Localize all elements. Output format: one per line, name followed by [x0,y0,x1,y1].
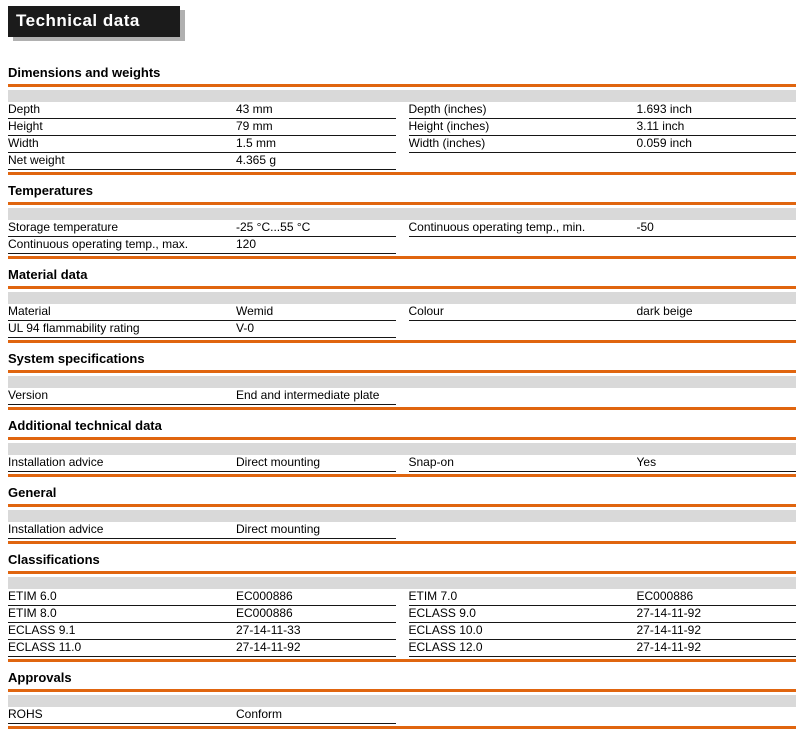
spec-value: 3.11 inch [636,120,685,133]
section-rule-top [8,689,796,692]
spec-value: End and intermediate plate [236,389,380,402]
spec-label: ETIM 6.0 [8,590,57,603]
table-row-half-left [8,707,396,724]
table-row-half-right [409,455,797,472]
spec-value: -25 °C...55 °C [236,221,311,234]
spec-value: 27-14-11-92 [236,641,301,654]
spec-value: 1.693 inch [636,103,692,116]
table-row-half-right [409,102,797,119]
section [8,65,796,175]
section-title: Material data [8,267,88,282]
section-rule-bottom [8,726,796,729]
spec-value: EC000886 [636,590,694,603]
spec-label: Height (inches) [408,120,490,133]
table-row-half-right [409,589,797,606]
table-row [8,136,796,153]
section-title: General [8,485,57,500]
section-rule-bottom [8,659,796,662]
table-row [8,522,796,539]
spec-value: 27-14-11-92 [636,624,701,637]
table-row-half-left [8,102,396,119]
section [8,418,796,477]
spec-value: V-0 [236,322,255,335]
spec-value: EC000886 [236,607,293,620]
section-rule-top [8,202,796,205]
section-rule-bottom [8,340,796,343]
table-row-half-left [8,522,396,539]
spec-label: Material [8,305,51,318]
section-rule-bottom [8,256,796,259]
spec-value: 120 [236,238,257,251]
spec-label: Net weight [8,154,65,167]
spec-label: Width (inches) [408,137,486,150]
table-row-half-left [8,220,396,237]
spec-label: ECLASS 11.0 [8,641,82,654]
table-header-band [8,510,796,522]
table-row-half-right [409,388,797,405]
spec-label: Depth [8,103,41,116]
table-row [8,388,796,405]
table-row-half-left [8,640,396,657]
spec-label: Continuous operating temp., min. [408,221,586,234]
spec-label: ECLASS 9.1 [8,624,76,637]
table-header-band [8,376,796,388]
spec-value: Direct mounting [236,456,321,469]
spec-label: ETIM 8.0 [8,607,57,620]
table-row-half-right [409,321,797,338]
section-rule-top [8,84,796,87]
spec-value: -50 [636,221,654,234]
table-row [8,589,796,606]
page-title: Technical data [8,6,180,37]
spec-label: UL 94 flammability rating [8,322,140,335]
table-row [8,707,796,724]
spec-label: Storage temperature [8,221,119,234]
table-row-half-left [8,237,396,254]
spec-label: Installation advice [8,523,104,536]
spec-value: 27-14-11-92 [636,641,701,654]
section [8,485,796,544]
table-header-band [8,577,796,589]
table-row-half-right [409,707,797,724]
table-row-half-left [8,304,396,321]
table-row-half-right [409,606,797,623]
spec-value: 43 mm [236,103,273,116]
table-row-half-right [409,136,797,153]
table-row [8,153,796,170]
table-row-half-left [8,321,396,338]
spec-value: dark beige [636,305,693,318]
table-row-half-left [8,455,396,472]
spec-value: 4.365 g [236,154,277,167]
spec-label: ECLASS 9.0 [408,607,476,620]
section-rule-bottom [8,407,796,410]
spec-label: ETIM 7.0 [408,590,458,603]
section-title: System specifications [8,351,145,366]
spec-label: Snap-on [408,456,454,469]
section [8,670,796,729]
table-row-half-right [409,522,797,539]
table-row [8,304,796,321]
spec-label: Continuous operating temp., max. [8,238,189,251]
section-rule-top [8,571,796,574]
section-rule-top [8,286,796,289]
table-row-half-left [8,136,396,153]
table-row-half-right [409,220,797,237]
table-row-half-right [409,153,797,170]
table-header-band [8,443,796,455]
spec-value: Wemid [236,305,274,318]
table-row [8,237,796,254]
spec-value: 0.059 inch [636,137,692,150]
table-row-half-left [8,119,396,136]
spec-label: Height [8,120,43,133]
spec-label: ECLASS 12.0 [408,641,483,654]
section-title: Additional technical data [8,418,162,433]
table-row [8,623,796,640]
spec-label: Installation advice [8,456,104,469]
table-row-half-right [409,237,797,254]
section [8,183,796,259]
spec-value: Conform [236,708,283,721]
table-row-half-right [409,119,797,136]
spec-label: Depth (inches) [408,103,487,116]
table-row-half-left [8,623,396,640]
table-row-half-right [409,304,797,321]
section-rule-top [8,504,796,507]
sections-container [8,65,796,729]
section-title: Dimensions and weights [8,65,161,80]
table-header-band [8,208,796,220]
table-row [8,321,796,338]
spec-label: Width [8,137,39,150]
table-row-half-right [409,640,797,657]
section [8,351,796,410]
table-row-half-left [8,153,396,170]
section [8,267,796,343]
table-row [8,606,796,623]
section-title: Approvals [8,670,72,685]
spec-value: 1.5 mm [236,137,277,150]
section-rule-top [8,370,796,373]
table-row-half-left [8,388,396,405]
spec-label: ECLASS 10.0 [408,624,483,637]
table-row [8,119,796,136]
table-row [8,102,796,119]
table-row [8,220,796,237]
table-row-half-left [8,606,396,623]
section-title: Classifications [8,552,100,567]
spec-label: Version [8,389,49,402]
section-rule-top [8,437,796,440]
table-row-half-right [409,623,797,640]
table-row [8,455,796,472]
table-row-half-left [8,589,396,606]
section-rule-bottom [8,172,796,175]
section-title: Temperatures [8,183,94,198]
spec-value: 27-14-11-33 [236,624,301,637]
spec-value: 27-14-11-92 [636,607,701,620]
table-row [8,640,796,657]
spec-value: Direct mounting [236,523,321,536]
spec-value: Yes [636,456,657,469]
section-rule-bottom [8,541,796,544]
spec-label: Colour [408,305,444,318]
spec-label: ROHS [8,708,43,721]
table-header-band [8,292,796,304]
table-header-band [8,90,796,102]
spec-value: EC000886 [236,590,293,603]
table-header-band [8,695,796,707]
spec-value: 79 mm [236,120,273,133]
section-rule-bottom [8,474,796,477]
section [8,552,796,662]
